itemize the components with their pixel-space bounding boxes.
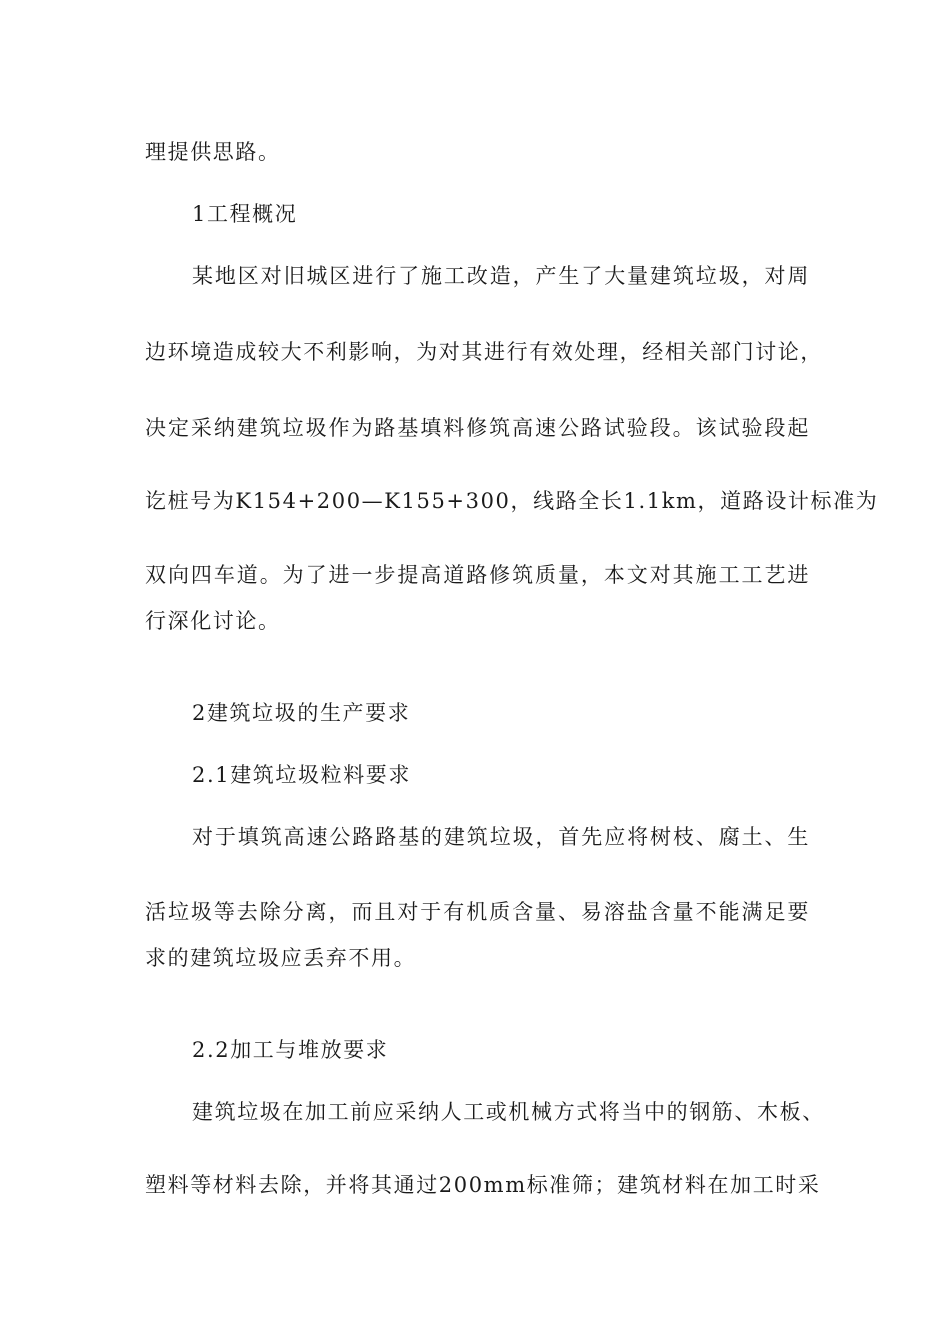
paragraph-line: 双向四车道。为了进一步提高道路修筑质量，本文对其施工工艺进 [145,563,810,587]
section-heading: 2建筑垃圾的生产要求 [192,701,411,725]
paragraph-line: 理提供思路。 [145,140,281,164]
paragraph-line: 边环境造成较大不利影响，为对其进行有效处理，经相关部门讨论， [145,340,823,364]
paragraph-line: 某地区对旧城区进行了施工改造，产生了大量建筑垃圾，对周 [192,264,810,288]
subsection-heading: 2.1建筑垃圾粒料要求 [192,763,411,787]
paragraph-line: 求的建筑垃圾应丢弃不用。 [145,946,417,970]
paragraph-line: 活垃圾等去除分离，而且对于有机质含量、易溶盐含量不能满足要 [145,900,810,924]
paragraph-line: 讫桩号为K154+200—K155+300，线路全长1.1km，道路设计标准为 [145,489,879,513]
paragraph-line: 行深化讨论。 [145,609,281,633]
paragraph-line: 塑料等材料去除，并将其通过200mm标准筛；建筑材料在加工时采 [145,1173,821,1197]
subsection-heading: 2.2加工与堆放要求 [192,1038,389,1062]
paragraph-line: 对于填筑高速公路路基的建筑垃圾，首先应将树枝、腐土、生 [192,825,810,849]
paragraph-line: 决定采纳建筑垃圾作为路基填料修筑高速公路试验段。该试验段起 [145,416,810,440]
section-heading: 1工程概况 [192,202,298,226]
paragraph-line: 建筑垃圾在加工前应采纳人工或机械方式将当中的钢筋、木板、 [192,1100,825,1124]
